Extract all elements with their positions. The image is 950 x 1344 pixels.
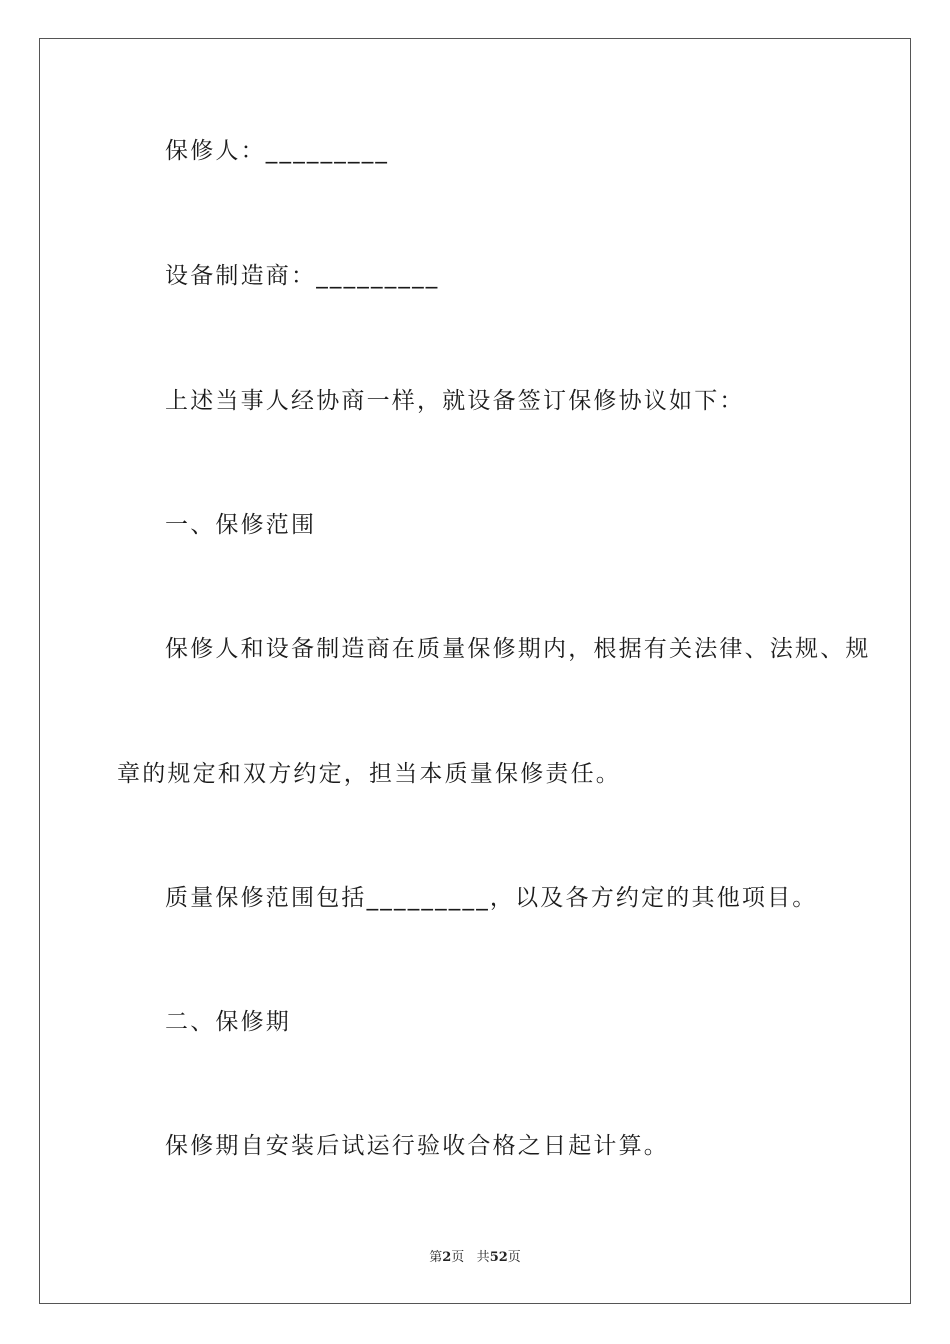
- total-suffix: 页: [507, 1250, 521, 1265]
- scope-paragraph-line2: 章的规定和双方约定，担当本质量保修责任。: [117, 761, 621, 787]
- page-suffix: 页: [451, 1250, 465, 1265]
- warrantor-field: 保修人：_________: [165, 138, 390, 164]
- manufacturer-field: 设备制造商：_________: [165, 263, 440, 289]
- page-number: 2: [442, 1250, 452, 1265]
- total-prefix: 共: [476, 1250, 490, 1265]
- page-footer: [0, 1246, 950, 1265]
- period-paragraph: 保修期自安装后试运行验收合格之日起计算。: [165, 1133, 669, 1159]
- section-heading-scope: 一、保修范围: [165, 512, 317, 538]
- total-pages: 52: [489, 1250, 508, 1265]
- intro-paragraph: 上述当事人经协商一样，就设备签订保修协议如下：: [165, 388, 745, 414]
- section-heading-period: 二、保修期: [165, 1009, 291, 1035]
- page-prefix: 第: [429, 1250, 443, 1265]
- scope-coverage-paragraph: 质量保修范围包括_________，以及各方约定的其他项目。: [165, 885, 818, 911]
- scope-paragraph-line1: 保修人和设备制造商在质量保修期内，根据有关法律、法规、规: [165, 636, 871, 662]
- page-border: [39, 38, 911, 1304]
